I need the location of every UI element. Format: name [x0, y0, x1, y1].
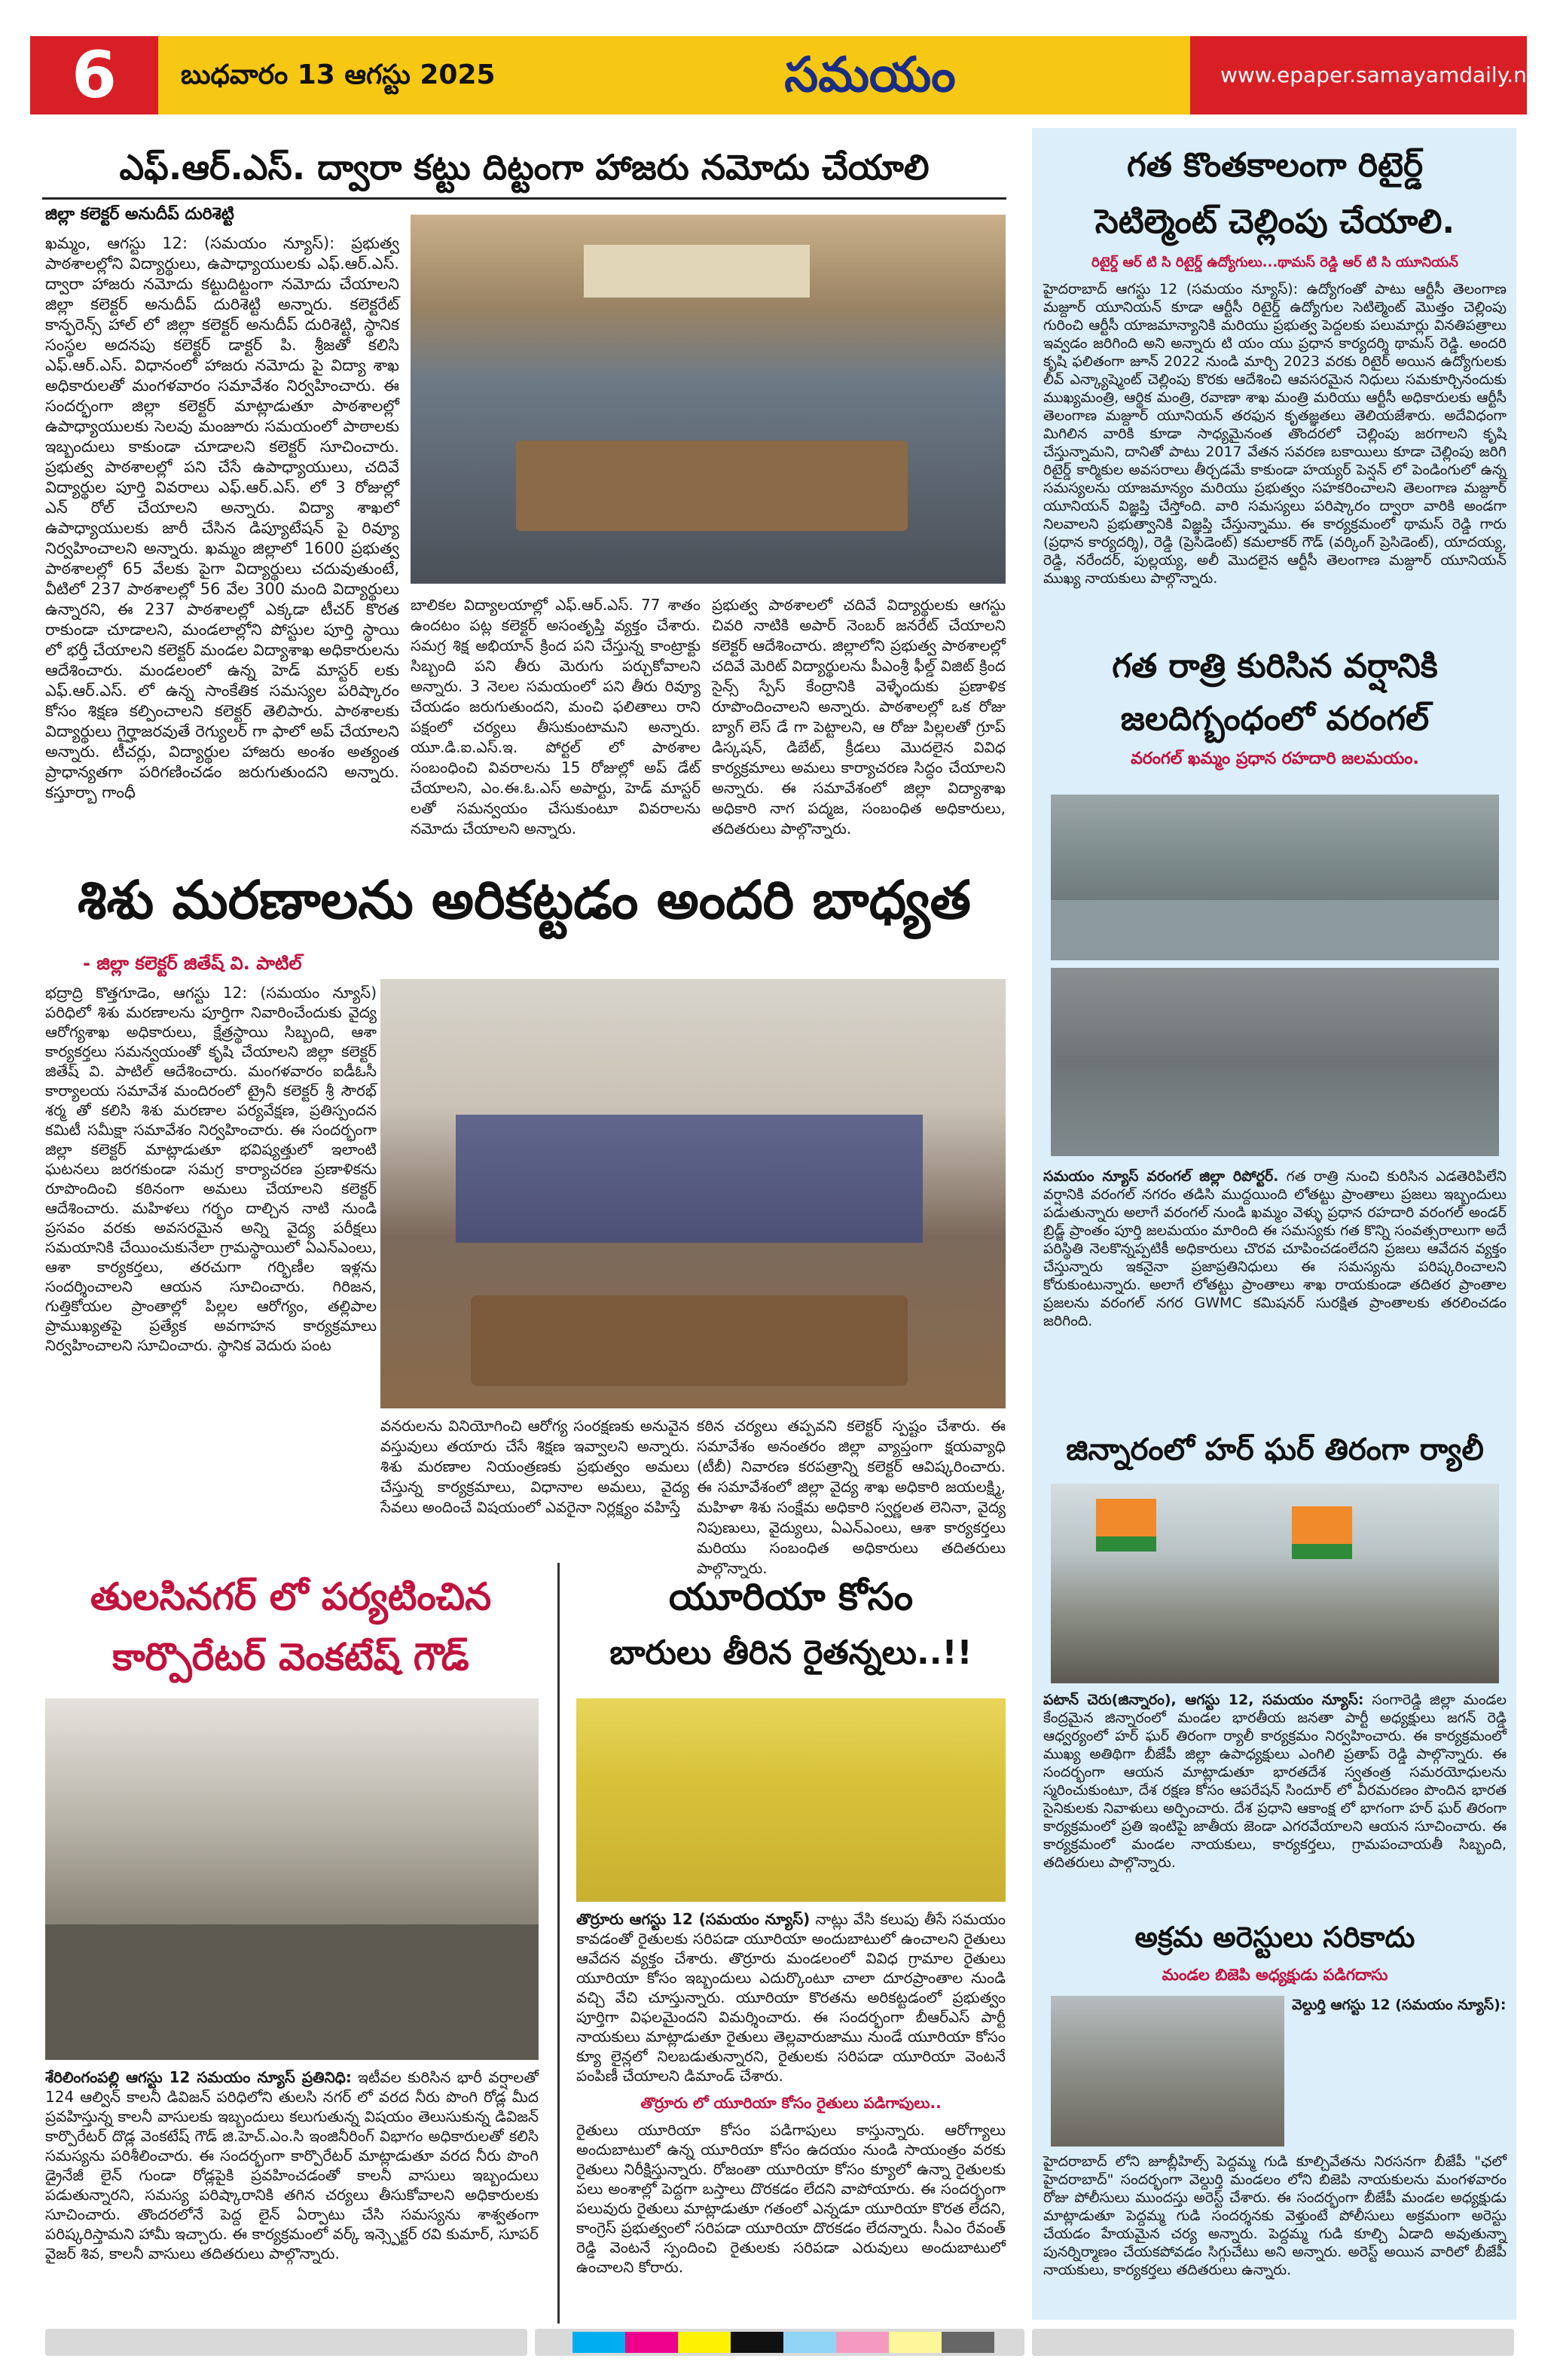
body-retired: హైదరాబాద్ ఆగస్టు 12 (సమయం న్యూస్): ఉద్యోగంతో పాటు ఆర్టీసీ తెలంగాణ మజ్దూర్ యూనియన్ కూడా ఆర్టీసీ రిటైర్డ్ ఉద్యోగుల సెటిల్మెంట్ మొత్తం చెల్లింపు గురించి ఆర్టీసీ యాజమాన్యానికి మరియు ప్రభుత్వ పెద్దలకు పలుమార్లు వినతిపత్రాలు ఇవ్వడం జరిగింది అని అన్నారు టి యం యు ప్రధాన కార్యదర్శి థామస్ రెడ్డి. అందరి కృషి ఫలితంగా జూన్ 2022 నుండి మార్చి 2023 వరకు రిటైర్ అయిన ఉద్యోగులకు లీవ్ ఎన్క్యాష్మెంట్ చెల్లింపు కొరకు ఆదేశించి ఆవసరమైన నిధులు సమకూర్చినందుకు ముఖ్యమంత్రి, ఆర్థిక మంత్రి, రవాణా శాఖ మంత్రి మరియు ఆర్టీసీ అధికారులకు ఆర్టీసీ తెలంగాణ మజ్దూర్ యూనియన్ తరఫున కృతజ్ఞతలు తెలియజేశారు. అదేవిధంగా మిగిలిన వారికి కూడా సాధ్యమైనంత తొందరలో చెల్లింపు జరగాలని కృషి చేస్తున్నామని, దానితో పాటు 2017 వేతన సవరణ బకాయిలు కూడా చెల్లింపు జరిగి రిటైర్డ్ కార్మికుల అవసరాలు తీర్చడమే కాకుండా హయ్యర్ పెన్షన్ లో పెండింగులో ఉన్న సమస్యలను యాజమాన్యం మరియు ప్రభుత్వం సహకరించాలని తెలంగాణ మజ్దూర్ యూనియన్ విజ్ఞప్తి చేస్తోంది. వారి సమస్యలు పరిష్కారం ద్వారా వారికి అండగా నిలవాలని ప్రభుత్వానికి విజ్ఞప్తి చేస్తున్నాము. ఈ కార్యక్రమంలో థామస్ రెడ్డి గారు (ప్రధాన కార్యదర్శి), రెడ్డి (ప్రెసిడెంట్) కమలాకర్ గౌడ్ (వర్కింగ్ ప్రెసిడెంట్), యాదయ్య, రెడ్డి, నరేందర్, పుల్లయ్య, అలీ మొదలైన ఆర్టీసీ తెలంగాణ మజ్దూర్ యూనియన్ ముఖ్య నాయకులు పాల్గొన్నారు.: [1043, 281, 1507, 587]
headline-warangal-2: జలదిగ్బంధంలో వరంగల్: [1120, 700, 1430, 738]
body-corporator: [45, 2067, 539, 2316]
headline-corporator-1: తులసినగర్ లో పర్యటించిన: [90, 1575, 492, 1619]
photo-tiranga-rally: [1051, 1484, 1499, 1683]
headline-urea-2: బారులు తీరిన రైతన్నలు..!!: [609, 1634, 972, 1672]
photo-arrests-police: [1051, 1996, 1284, 2147]
dateline-warangal: సమయం న్యూస్ వరంగల్ జిల్లా రిపోర్టర్.: [1043, 1168, 1279, 1185]
dateline-arrests: వెల్దుర్తి ఆగస్టు 12 (సమయం న్యూస్):: [1292, 1997, 1507, 2013]
color-swatch-strip: [572, 2332, 994, 2353]
headline-infant: శిశు మరణాలను అరికట్టడం అందరి బాధ్యత: [77, 869, 972, 931]
body-tiranga: [1043, 1691, 1507, 1906]
newspaper-logo: సమయం: [550, 36, 1190, 114]
body-infant-mid: వనరులను వినియోగించి ఆరోగ్య సంరక్షణకు అనువైన వస్తువులు తయారు చేసే శిక్షణ ఇవ్వాలని అన్నారు. శిశు మరణాల నియంత్రణకు ప్రభుత్వం అమలు చేస్తున్న కార్యక్రమాలు, విధానాల అమలు, వైద్య సేవలు అందించే విషయంలో ఎవరైనా నిర్లక్ష్యం వహిస్తే: [380, 1417, 689, 1516]
photo-frs-meeting: [411, 215, 1006, 584]
headline-warangal-1: గత రాత్రి కురిసిన వర్షానికి: [1112, 647, 1438, 685]
byline-infant: - జిల్లా కలెక్టర్ జితేష్ వి. పాటిల్: [83, 953, 302, 974]
byline-frs: జిల్లా కలెక్టర్ అనుదీప్ దురిశెట్టి: [45, 205, 234, 224]
photo-warangal-flood-2: [1051, 968, 1499, 1156]
dateline-corporator: శేరిలింగంపల్లి ఆగస్టు 12 సమయం న్యూస్ ప్రతినిధి:: [45, 2068, 352, 2086]
photo-warangal-flood-1: [1051, 795, 1499, 960]
body-warangal-text: గత రాత్రి నుంచి కురిసిన ఎడతెరిపిలేని వర్షానికి వరంగల్ నగరం తడిసి ముద్దయింది లోతట్టు ప్రాంతాలు ప్రజలు ఇబ్బందులు పడుతున్నారు అలాగే వరంగల్ నుండి ఖమ్మం వెళ్ళు ప్రధాన రహదారి వరంగల్ అండర్ బ్రిడ్జ్ ప్రాంతం పూర్తి జలమయం మారింది ఈ సమస్యకు గత కొన్ని సంవత్సరాలుగా అదే పరిస్థితి నెలకొన్నప్పటికీ అధికారులు చొరవ చూపించడంలేదని ప్రజలు ఆవేదన వ్యక్తం చేస్తున్నారు ఇకనైనా ప్రజాప్రతినిధులు ఈ సమస్యను పరిష్కరించాలని కోరుకుంటున్నారు. అలాగే లోతట్టు ప్రాంతాలు శాఖ రాయకుండా తదితర ప్రాంతాల ప్రజలను వరంగల్ నగర GWMC కమిషనర్ సురక్షిత ప్రాంతాలకు తరలించడం జరిగింది.: [1043, 1168, 1507, 1329]
footer-bar-right: [1032, 2329, 1514, 2356]
headline-frs: ఎఫ్.ఆర్.ఎస్. ద్వారా కట్టు దిట్టంగా హాజరు నమోదు చేయాలి: [119, 147, 930, 188]
headline-arrests: అక్రమ అరెస్టులు సరికాదు: [1134, 1921, 1415, 1954]
urea-highlight: తొర్రూరు లో యూరియా కోసం రైతులు పడిగాపులు..: [640, 2094, 942, 2112]
body-frs-left: ఖమ్మం, ఆగస్టు 12: (సమయం న్యూస్): ప్రభుత్వ పాఠశాలల్లోని విద్యార్థులు, ఉపాధ్యాయులకు ఎఫ్.ఆర్.ఎస్. ద్వారా హాజరు నమోదు కట్టుదిట్టంగా నమోదు చేయాలని జిల్లా కలెక్టర్ అనుదీప్ దురిశెట్టి అన్నారు. కలెక్టరేట్ కాన్ఫరెన్స్ హాల్ లో జిల్లా కలెక్టర్ అనుదీప్ దురిశెట్టి, స్థానిక సంస్థల అదనపు కలెక్టర్ డాక్టర్ పి. శ్రీజతో కలిసి ఎఫ్.ఆర్.ఎస్. విధానంలో హాజరు నమోదు పై విద్యా శాఖ అధికారులతో మంగళవారం సమావేశం నిర్వహించారు. ఈ సందర్భంగా జిల్లా కలెక్టర్ మాట్లాడుతూ పాఠశాలల్లో ఉపాధ్యాయులకు సెలవు మంజూరు సమయంలో పాఠాలకు ఇబ్బందులు కాకుండా చూడాలని కలెక్టర్ సూచించారు. ప్రభుత్వ పాఠశాలల్లో పని చేసే ఉపాధ్యాయులు, చదివే విద్యార్థుల పూర్తి వివరాలు ఎఫ్.ఆర్.ఎస్. లో 3 రోజుల్లో ఎన్ రోల్ చేయాలని అన్నారు. విద్యా శాఖలో ఉపాధ్యాయులకు జారీ చేసిన డిప్యూటేషన్ పై రివ్యూ నిర్వహించాలని అన్నారు. ఖమ్మం జిల్లాలో 1600 ప్రభుత్వ పాఠశాలల్లో 65 వేలకు పైగా విద్యార్థులు చదువుతుంటే, వీటిలో 237 పాఠశాలల్లో 56 వేల 300 మంది విద్యార్థులు ఉన్నారని, ఈ 237 పాఠశాలల్లో ఎక్కడా టీచర్ కొరత రాకుండా చూడాలని, మండలాల్లోని పోస్టుల పూర్తి స్థాయి లో భర్తీ చేయాలని కలెక్టర్ మండల విద్యాశాఖ అధికారులను ఆదేశించారు. మండలంలో ఉన్న హెడ్ మాస్టర్ లకు ఎఫ్.ఆర్.ఎస్. లో ఉన్న సాంకేతిక సమస్యల పరిష్కారం కోసం శిక్షణ కల్పించాలని కలెక్టర్ తెలిపారు. పాఠశాలకు విద్యార్థులు గైర్హాజరవుతే రెగ్యులర్ గా ఫాలో అప్ చేయాలని అన్నారు. టీచర్లు, విద్యార్థుల హాజరు అంశం అత్యంత ప్రాధాన్యతగా పరిగణించడం జరుగుతుందని అన్నారు. కస్తూర్బా గాంధీ: [45, 234, 399, 801]
dateline-tiranga: పటాన్ చెరు(జిన్నారం), ఆగస్టు 12, సమయం న్యూస్:: [1043, 1692, 1364, 1708]
subhead-arrests: మండల బిజెపి అధ్యక్షుడు పడిగదాసు: [1162, 1966, 1388, 1984]
body-infant-right: కఠిన చర్యలు తప్పవని కలెక్టర్ స్పష్టం చేశారు. ఈ సమావేశం అనంతరం జిల్లా వ్యాప్తంగా క్షయవ్యాధి (టీబీ) నివారణ కరపత్రాన్ని కలెక్టర్ ఆవిష్కరించారు. ఈ సమావేశంలో జిల్లా వైద్య శాఖ అధికారి జయలక్ష్మి, మహిళా శిశు సంక్షేమ అధికారి స్వర్ణలత లెనినా, వైద్య నిపుణులు, వైద్యులు, ఏఎన్ఎంలు, ఆశా కార్యకర్తలు మరియు సంబంధిత అధికారులు తదితరులు పాల్గొన్నారు.: [697, 1417, 1006, 1577]
headline-tiranga: జిన్నారంలో హర్ ఘర్ తిరంగా ర్యాలీ: [1066, 1433, 1484, 1467]
footer-bar-left: [45, 2329, 527, 2356]
headline-retired-1: గత కొంతకాలంగా రిటైర్డ్: [1126, 146, 1424, 185]
epaper-url[interactable]: www.epaper.samayamdaily.net: [1190, 36, 1527, 114]
body-frs-right: ప్రభుత్వ పాఠశాలలో చదివే విద్యార్థులకు ఆగస్టు చివరి నాటికి అపార్ నెంబర్ జనరేట్ చేయాలని కలెక్టర్ ఆదేశించారు. జిల్లాలోని ప్రభుత్వ పాఠశాలల్లో చదివే మెరిట్ విద్యార్థులను పీఎంశ్రీ ఫీల్డ్ విజిట్ క్రింద సైన్స్ స్పేస్ కేంద్రానికి వెళ్ళేందుకు ప్రణాళిక రూపొందించాలని అన్నారు. పాఠశాలల్లో ఒక రోజు బ్యాగ్ లెస్ డే గా పెట్టాలని, ఆ రోజు పిల్లలతో గ్రూప్ డిస్కషన్, డిబేట్, క్రీడలు మొదలైన వివిధ కార్యక్రమాలు అమలు కార్యాచరణ సిద్ధం చేయాలని అన్నారు. ఈ సమావేశంలో జిల్లా విద్యాశాఖ అధికారి నాగ పద్మజ, సంబంధిత అధికారులు, తదితరులు పాల్గొన్నారు.: [712, 596, 1006, 838]
body-arrests: హైదరాబాద్ లోని జూబ్లీహిల్స్ పెద్దమ్మ గుడి కూల్చివేతను నిరసనగా బీజేపీ "ఛలో హైదరాబాద్" సందర్భంగా వెల్దుర్తి మండలం లోని బిజెపి నాయకులను మంగళవారం రోజు పోలీసులు ముందస్తు అరెస్ట్ చేశారు. ఈ సందర్భంగా బీజేపీ మండల అధ్యక్షుడు మాట్లాడుతూ పెద్దమ్మ గుడి సందర్శనకు వెళ్తుంటే పోలీసులు అక్రమంగా అరెస్టు చేయడం హేయమైన చర్య అన్నారు. పెద్దమ్మ గుడి కూల్చి ఏడాది అవుతున్నా పునర్నిర్మాణం చేయకపోవడం సిగ్గుచేటు అని అన్నారు. అరెస్ట్ అయిన వారిలో బీజేపీ నాయకులు, కార్యకర్తలు తదితరులు ఉన్నారు.: [1043, 2153, 1507, 2278]
body-infant-left: భద్రాద్రి కొత్తగూడెం, ఆగస్టు 12: (సమయం న్యూస్) పరిధిలో శిశు మరణాలను పూర్తిగా నివారించేందుకు వైద్య ఆరోగ్యశాఖ అధికారులు, క్షేత్రస్థాయి సిబ్బంది, ఆశా కార్యకర్తలు సమన్వయంతో కృషి చేయాలని జిల్లా కలెక్టర్ జితేష్ వి. పాటిల్ ఆదేశించారు. మంగళవారం ఐడీఓసీ కార్యాలయ సమావేశ మందిరంలో ట్రైనీ కలెక్టర్ శ్రీ సౌరభ్ శర్మ తో కలిసి శిశు మరణాల పర్యవేక్షణ, ప్రతిస్పందన కమిటీ సమీక్షా సమావేశం నిర్వహించారు. ఈ సందర్భంగా జిల్లా కలెక్టర్ మాట్లాడుతూ భవిష్యత్తులో ఇలాంటి ఘటనలు జరగకుండా సమగ్ర కార్యాచరణ ప్రణాళికను రూపొందించి కఠినంగా అమలు చేయాలని కలెక్టర్ ఆదేశించారు. మహిళలు గర్భం దాల్చిన నాటి నుండి ప్రసవం వరకు అవసరమైన అన్ని వైద్య పరీక్షలు సమయానికి చేయించుకునేలా గ్రామస్థాయిలో ఏఎన్ఎంలు, ఆశా కార్యకర్తలు, తరచుగా గర్భిణీల ఇళ్లను సందర్శించాలని ఆయన సూచించారు. గిరిజన, గుత్తికోయల ప్రాంతాల్లో పిల్లల ఆరోగ్యం, తల్లిపాల ప్రాముఖ్యతపై ప్రత్యేక అవగాహన కార్యక్రమాలు నిర్వహించాలని సూచించారు. స్థానిక వెదురు పంట: [45, 984, 377, 1354]
headline-urea-1: యూరియా కోసం: [668, 1575, 914, 1619]
page-number: 6: [30, 36, 158, 114]
body-frs-mid: బాలికల విద్యాలయాల్లో ఎఫ్.ఆర్.ఎస్. 77 శాతం ఉందటం పట్ల కలెక్టర్ అసంతృప్తి వ్యక్తం చేశారు. సమగ్ర శిక్ష అభియాన్ క్రింద పని చేస్తున్న కాంట్రాక్టు సిబ్బంది పని తీరు మెరుగు పర్చుకోవాలని అన్నారు. 3 నెలల సమయంలో పని తీరు రివ్యూ చేయడం జరుగుతుందని, మంచి ఫలితాలు రాని పక్షంలో చర్యలు తీసుకుంటామని అన్నారు. యూ.డి.ఐ.ఎస్.ఇ. పోర్టల్ లో పాఠశాల సంబంధించి వివరాలను 15 రోజుల్లో అప్ డేట్ చేయాలని, ఎం.ఈ.ఓ.ఎస్ అపార్టు, హెడ్ మాస్టర్ లతో సమన్వయం చేసుకుంటూ వివరాలను నమోదు చేయాలని అన్నారు.: [411, 596, 701, 838]
headline-retired-2: సెటిల్మెంట్ చెల్లింపు చేయాలి.: [1094, 203, 1455, 241]
photo-corporator-visit: [45, 1698, 539, 2060]
dateline-urea: తొర్రూరు ఆగస్టు 12 (సమయం న్యూస్): [576, 1910, 811, 1928]
issue-date: బుధవారం 13 ఆగస్టు 2025: [158, 36, 550, 114]
body-urea: [576, 1909, 1006, 2090]
body-tiranga-text: సంగారెడ్డి జిల్లా మండల కేంద్రమైన జిన్నారంలో మండల భారతీయ జనతా పార్టీ అధ్యక్షులు జగన్ రెడ్డి ఆధ్వర్యంలో హర్ ఘర్ తిరంగా ర్యాలీ కార్యక్రమం నిర్వహించారు. ఈ కార్యక్రమంలో ముఖ్య అతిథిగా బీజేపీ జిల్లా ఉపాధ్యక్షులు ఎంగిలి ప్రతాప్ రెడ్డి పాల్గొన్నారు. ఈ సందర్భంగా ఆయన మాట్లాడుతూ భారతదేశ స్వతంత్ర సమరయోధులను స్మరించుకుంటూ, దేశ రక్షణ కోసం ఆపరేషన్ సిందూర్ లో వీరమరణం పొందిన భారత సైనికులకు నివాళులు అర్పించారు. దేశ ప్రధాని ఆకాంక్ష లో భాగంగా హర్ ఘర్ తిరంగా కార్యక్రమంలో ప్రతి ఇంటిపై జాతీయ జెండా ఎగరవేయాలని ఆయన సూచించారు. ఈ కార్యక్రమంలో మండల నాయకులు, కార్యకర్తలు, గ్రామపంచాయతీ సిబ్బంది, తదితరులు పాల్గొన్నారు.: [1043, 1692, 1507, 1871]
subhead-warangal: వరంగల్ ఖమ్మం ప్రధాన రహదారి జలమయం.: [1131, 749, 1419, 768]
body-arrests-intro: [1292, 1996, 1507, 2147]
headline-corporator-2: కార్పొరేటర్ వెంకటేష్ గౌడ్: [112, 1635, 469, 1679]
column-divider: [557, 1563, 560, 2324]
subhead-retired: రిటైర్డ్ ఆర్ టి సి రిటైర్డ్ ఉద్యోగులు...థామస్ రెడ్డి ఆర్ టి సి యూనియన్: [1091, 255, 1458, 270]
divider: [42, 197, 1006, 200]
photo-urea-bags: [576, 1698, 1006, 1902]
body-corporator-text: ఇటీవల కురిసిన భారీ వర్షాలతో 124 ఆల్విన్ కాలనీ డివిజన్ పరిధిలోని తులసి నగర్ లో వరద నీరు పొంగి రోడ్ల మీద ప్రవహిస్తున్న కాలనీ వాసులకు ఇబ్బందులు కలుగుతున్న విషయం తెలుసుకున్న డివిజన్ కార్పొరేటర్ దొడ్ల వెంకటేష్ గౌడ్ జి.హెచ్.ఎం.సి ఇంజినీరింగ్ విభాగం అధికారులతో కలిసి సమస్యను పరిశీలించారు. ఈ సందర్భంగా కార్పొరేటర్ మాట్లాడుతూ వరద నీరు పొంగి డ్రైనేజీ లైన్ గుండా రోడ్లపైకి ప్రవహించడంతో కాలనీ వాసులు ఇబ్బందులు పడుతున్నారని, సమస్య పరిష్కారానికి తగిన చర్యలు తీసుకోవాలని అధికారులకు సూచించారు. తొందరలోనే పెద్ద లైన్ ఏర్పాటు చేసి సమస్యను శాశ్వతంగా పరిష్కరిస్తామని హామీ ఇచ్చారు. ఈ కార్యక్రమంలో వర్క్ ఇన్స్పెక్టర్ రవి కుమార్, సూపర్ వైజర్ శివ, కాలనీ వాసులు తదితరులు పాల్గొన్నారు.: [45, 2068, 539, 2263]
body-warangal: [1043, 1167, 1507, 1416]
photo-infant-meeting: [380, 979, 1006, 1408]
body-urea-2: రైతులు యూరియా కోసం పడిగాపులు కాస్తున్నారు. ఆరోగ్యాలు అందుబాటులో ఉన్న యూరియా కోసం ఉదయం నుండి సాయంత్రం వరకు రైతులు నిరీక్షిస్తున్నారు. రోజంతా యూరియా కోసం క్యూలో ఉన్నా రైతులకు పలు అంశాల్లో పెద్దగా బస్తాలు దొరకడం లేదని వాపోయారు. ఈ సందర్భంగా పలువురు రైతులు మాట్లాడుతూ గతంలో ఎన్నడూ యూరియా కొరత లేదని, కాంగ్రెస్ ప్రభుత్వంలో సరిపడా యూరియా దొరకడం లేదన్నారు. సీఎం రేవంత్ రెడ్డి వెంటనే స్పందించి రైతులకు సరిపడా ఎరువులు అందుబాటులో ఉంచాలని కోరారు.: [576, 2121, 1006, 2276]
body-urea-text: నాట్లు వేసి కలుపు తీసే సమయం కావడంతో రైతులకు సరిపడా యూరియా అందుబాటులో ఉంచాలని రైతులు ఆవేదన వ్యక్తం చేశారు. తొర్రూరు మండలంలో వివిధ గ్రామాల రైతులు యూరియా కోసం ఇబ్బందులు ఎదుర్కొంటూ చాలా దూరప్రాంతాల నుండి వచ్చి వేచి చూస్తున్నారు. యూరియా కొరతను అరికట్టడంలో ప్రభుత్వం పూర్తిగా విఫలమైందని విమర్శించారు. ఈ సందర్భంగా బీఆర్ఎస్ పార్టీ నాయకులు మాట్లాడుతూ రైతులు తెల్లవారుజాము నుండే యూరియా కోసం క్యూ లైన్లలో నిలబడుతున్నారని, రైతులకు సరిపడా యూరియా వెంటనే పంపిణీ చేయాలని డిమాండ్ చేశారు.: [576, 1910, 1006, 2085]
